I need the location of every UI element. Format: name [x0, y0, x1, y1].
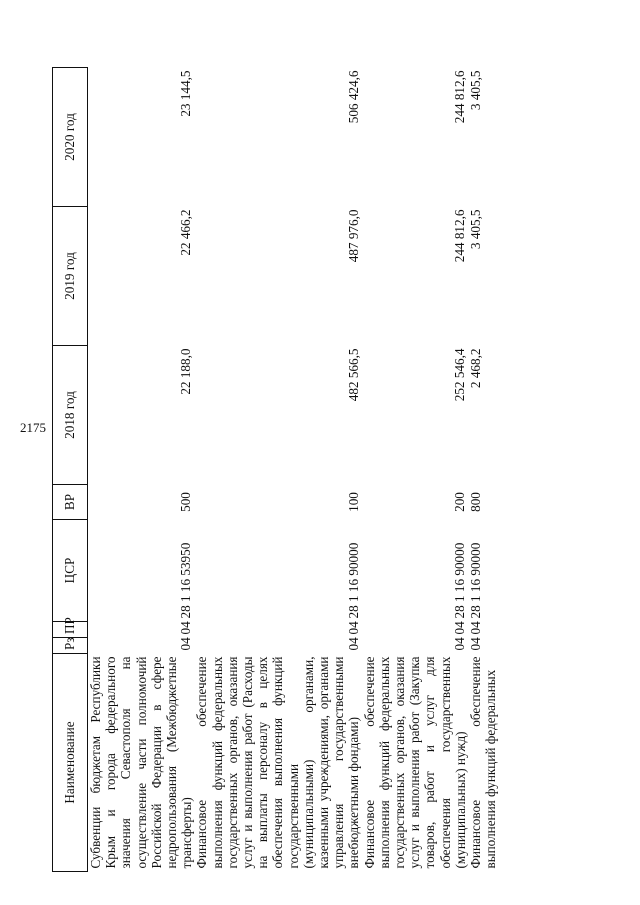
row-name: Финансовое обеспечение выполнения функций федеральных государственных органов, оказания услуг и выполнения работ (Расходы на выплаты персоналу в целях обеспечения выполнения функций государственными (муниципальными) органами, казенными учреждениями, органами управления государственными внебюджетными фондами)	[194, 656, 362, 869]
table-row	[468, 68, 514, 872]
page-number: 2175	[20, 420, 46, 435]
row-rz: 04	[178, 637, 194, 651]
row-name: Финансовое обеспечение выполнения функций федеральных государственных органов, оказания услуг и выполнения работ (Закупка товаров, работ и услуг для обеспечения государственных (муниципальных) нужд)	[361, 656, 468, 869]
row-pr: 04	[468, 621, 484, 635]
header-pr: ПР	[53, 622, 88, 638]
row-name: Субвенции бюджетам Республики Крым и города федерального значения Севастополя на осуществление части полномочий Российской Федерации в сфере недропользования (Межбюджетные трансферты)	[88, 656, 195, 869]
row-2019: 487 976,0	[345, 209, 361, 263]
row-2019: 244 812,6	[452, 209, 468, 263]
budget-table	[52, 67, 514, 872]
row-2020: 506 424,6	[345, 70, 361, 124]
row-rz: 04	[468, 637, 484, 651]
row-2018: 252 546,4	[452, 348, 468, 402]
table-row	[194, 68, 361, 872]
header-csr: ЦСР	[53, 520, 88, 622]
row-2018: 482 566,5	[345, 348, 361, 402]
header-2019: 2019 год	[53, 207, 88, 346]
row-2018: 2 468,2	[468, 348, 484, 389]
header-name: Наименование	[53, 654, 88, 872]
header-rz: Рз	[53, 638, 88, 654]
row-csr: 28 1 16 90000	[468, 542, 484, 619]
header-vr: ВР	[53, 485, 88, 520]
table-row	[362, 68, 468, 872]
row-pr: 04	[452, 621, 468, 635]
row-2019: 3 405,5	[468, 209, 484, 250]
row-vr: 800	[468, 492, 484, 512]
row-rz: 04	[345, 637, 361, 651]
header-2018: 2018 год	[53, 346, 88, 485]
rotated-landscape-content	[52, 67, 617, 872]
row-csr: 28 1 16 90000	[345, 542, 361, 619]
table-row	[88, 68, 195, 872]
row-2020: 3 405,5	[468, 70, 484, 111]
row-csr: 28 1 16 53950	[178, 542, 194, 619]
row-vr: 500	[178, 492, 194, 512]
row-pr: 04	[178, 621, 194, 635]
row-2019: 22 466,2	[178, 209, 194, 256]
table-header-row	[53, 68, 88, 872]
row-2020: 244 812,6	[452, 70, 468, 124]
row-name: Финансовое обеспечение выполнения функций федеральных	[468, 656, 499, 869]
row-rz: 04	[452, 637, 468, 651]
row-2020: 23 144,5	[178, 70, 194, 117]
row-csr: 28 1 16 90000	[452, 542, 468, 619]
row-vr: 200	[452, 492, 468, 512]
header-2020: 2020 год	[53, 68, 88, 207]
row-vr: 100	[345, 492, 361, 512]
row-2018: 22 188,0	[178, 348, 194, 395]
row-pr: 04	[345, 621, 361, 635]
